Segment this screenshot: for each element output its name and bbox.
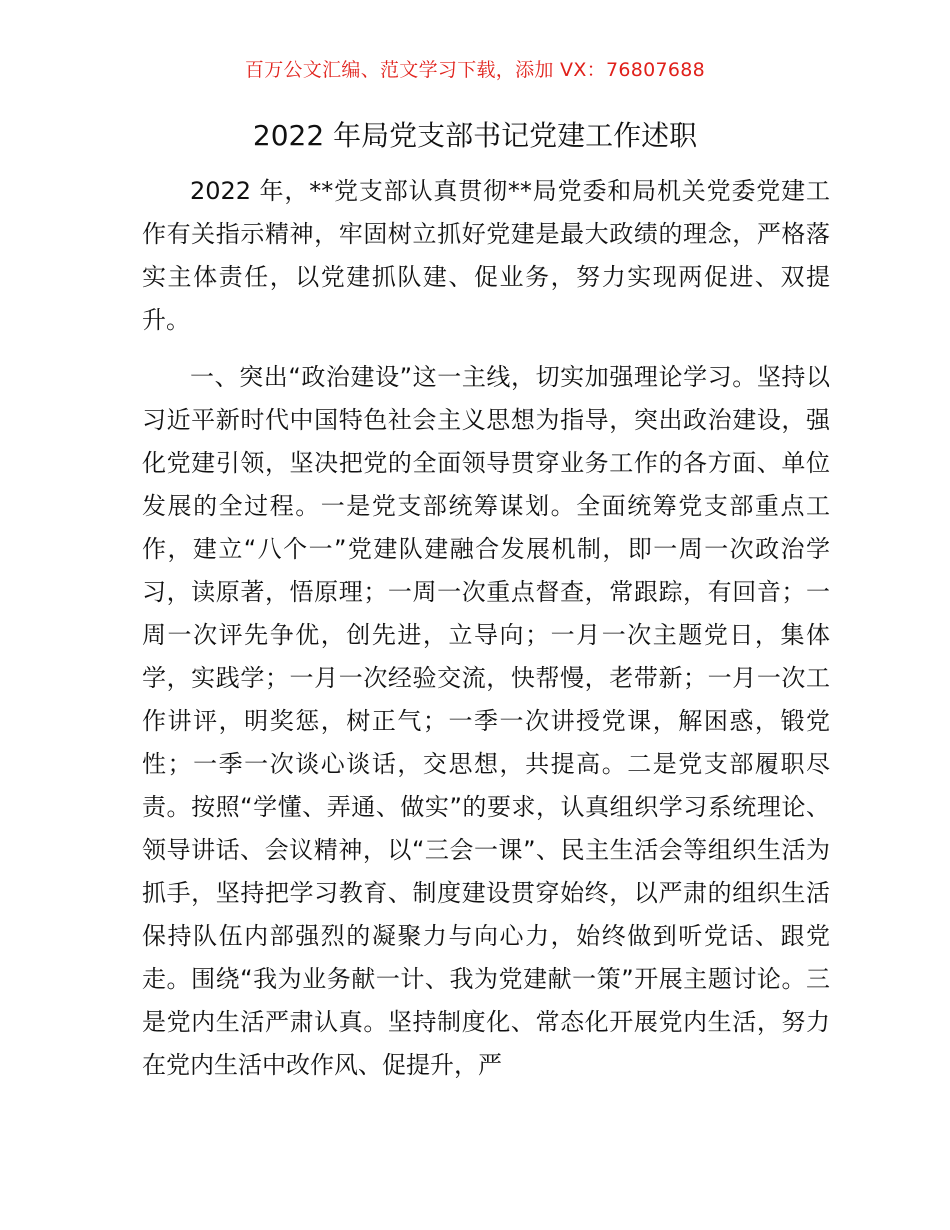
paragraph-section-one: 一、突出“政治建设”这一主线，切实加强理论学习。坚持以习近平新时代中国特色社会主义思想为指导，突出政治建设，强化党建引领，坚决把党的全面领导贯穿业务工作的各方面、单位发展的全过程。一是党支部统筹谋划。全面统筹党支部重点工作，建立“八个一”党建队建融合发展机制，即一周一次政治学习，读原著，悟原理；一周一次重点督查，常跟踪，有回音；一周一次评先争优，创先进，立导向；一月一次主题党日，集体学，实践学；一月一次经验交流，快帮慢，老带新；一月一次工作讲评，明奖惩，树正气；一季一次讲授党课，解困惑，锻党性；一季一次谈心谈话，交思想，共提高。二是党支部履职尽责。按照“学懂、弄通、做实”的要求，认真组织学习系统理论、领导讲话、会议精神，以“三会一课”、民主生活会等组织生活为抓手，坚持把学习教育、制度建设贯穿始终，以严肃的组织生活保持队伍内部强烈的凝聚力与向心力，始终做到听党话、跟党走。围绕“我为业务献一计、我为党建献一策”开展主题讨论。三是党内生活严肃认真。坚持制度化、常态化开展党内生活，努力在党内生活中改作风、促提升，严	[142, 363, 830, 1079]
document-body	[142, 170, 830, 1087]
document-title: 2022 年局党支部书记党建工作述职	[252, 119, 698, 152]
header-note: 百万公文汇编、范文学习下载，添加 VX：76807688	[244, 59, 706, 81]
paragraph-intro: 2022 年，**党支部认真贯彻**局党委和局机关党委党建工作有关指示精神，牢固树立抓好党建是最大政绩的理念，严格落实主体责任，以党建抓队建、促业务，努力实现两促进、双提升。	[142, 177, 830, 334]
